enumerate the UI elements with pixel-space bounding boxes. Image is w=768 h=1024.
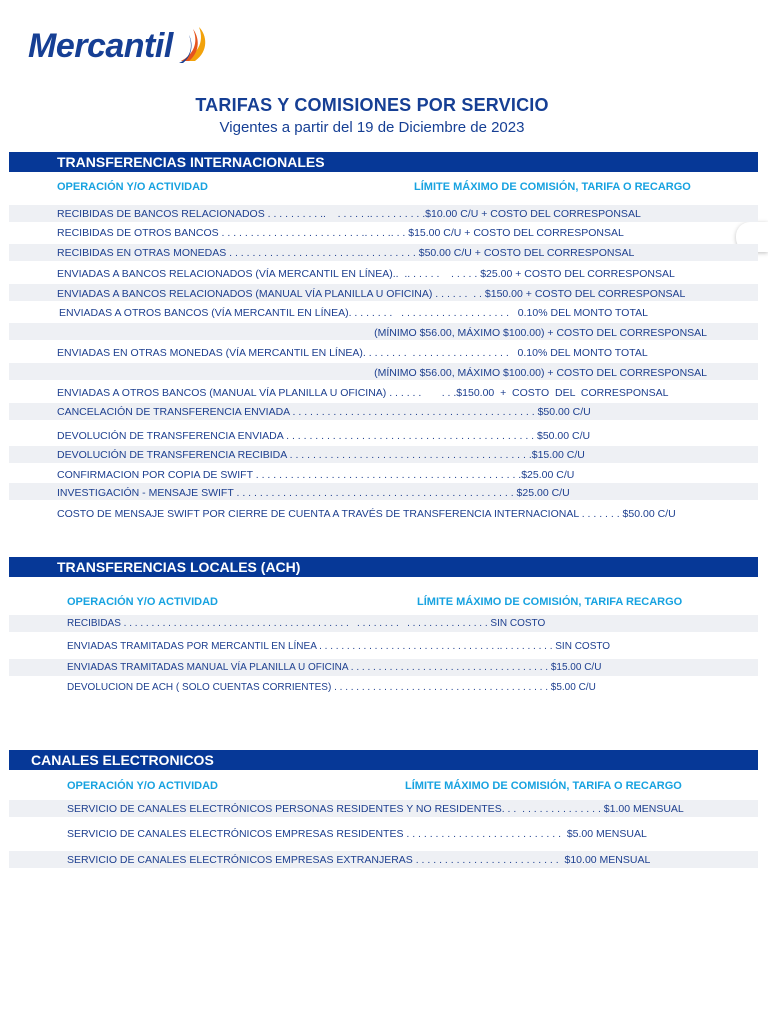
table-row: DEVOLUCIÓN DE TRANSFERENCIA ENVIADA . . . . . . . . . . . . . . . . . . . . . . . . . . . . . . . . . . . . . . . . . . . $50.00 C/U	[57, 430, 591, 442]
page-subtitle: Vigentes a partir del 19 de Diciembre de 2023	[219, 119, 525, 136]
column-header-limite: LÍMITE MÁXIMO DE COMISIÓN, TARIFA O RECARGO	[414, 181, 691, 193]
table-row: ENVIADAS EN OTRAS MONEDAS (VÍA MERCANTIL EN LÍNEA). . . . . . . . . . . . . . . . . . . . . . . . . 0.10% DEL MONTO TOTAL	[57, 347, 648, 359]
table-row: DEVOLUCION DE ACH ( SOLO CUENTAS CORRIENTES) . . . . . . . . . . . . . . . . . . . . . . . . . . . . . . . . . . . . . . . $5.00 C/U	[67, 682, 596, 693]
table-row: SERVICIO DE CANALES ELECTRÓNICOS PERSONAS RESIDENTES Y NO RESIDENTES. . . . . . . . . . . . . . . . . $1.00 MENSUAL	[67, 803, 684, 815]
table-row: DEVOLUCIÓN DE TRANSFERENCIA RECIBIDA . . . . . . . . . . . . . . . . . . . . . . . . . . . . . . . . . . . . . . . . . .$15.00 C/U	[57, 449, 585, 461]
logo-wordmark: Mercantil	[28, 26, 173, 65]
column-header-limite: LÍMITE MÁXIMO DE COMISIÓN, TARIFA RECARGO	[417, 596, 683, 608]
table-row: SERVICIO DE CANALES ELECTRÓNICOS EMPRESAS RESIDENTES . . . . . . . . . . . . . . . . . . . . . . . . . . . $5.00 MENSUAL	[67, 828, 647, 840]
table-row: ENVIADAS TRAMITADAS MANUAL VÍA PLANILLA U OFICINA . . . . . . . . . . . . . . . . . . . . . . . . . . . . . . . . . . . . $15.00 C/U	[67, 662, 602, 673]
table-row: COSTO DE MENSAJE SWIFT POR CIERRE DE CUENTA A TRAVÉS DE TRANSFERENCIA INTERNACIONAL . . . . . . . $50.00 C/U	[57, 508, 676, 520]
column-header-operacion: OPERACIÓN Y/O ACTIVIDAD	[67, 596, 218, 608]
table-row: ENVIADAS A OTROS BANCOS (VÍA MERCANTIL EN LÍNEA). . . . . . . . . . . . . . . . . . . . . . . . . . . 0.10% DEL MONTO TOTAL	[59, 307, 648, 319]
column-header-operacion: OPERACIÓN Y/O ACTIVIDAD	[57, 181, 208, 193]
column-header-limite: LÍMITE MÁXIMO DE COMISIÓN, TARIFA O RECARGO	[405, 780, 682, 792]
table-row: RECIBIDAS EN OTRAS MONEDAS . . . . . . . . . . . . . . . . . . . . . . .. . . . . . . . . . $50.00 C/U + COSTO DEL CORRESPONSAL	[57, 247, 635, 259]
mercantil-logo	[28, 24, 209, 68]
section-header-internacionales: TRANSFERENCIAS INTERNACIONALES	[9, 152, 758, 172]
table-row: CANCELACIÓN DE TRANSFERENCIA ENVIADA . . . . . . . . . . . . . . . . . . . . . . . . . . . . . . . . . . . . . . . . . . $50.00 C/U	[57, 406, 591, 418]
table-row: ENVIADAS TRAMITADAS POR MERCANTIL EN LÍNEA . . . . . . . . . . . . . . . . . . . . . . . . . . . . . . . . .. . . . . . . . . . SIN COSTO	[67, 641, 611, 652]
table-row: RECIBIDAS . . . . . . . . . . . . . . . . . . . . . . . . . . . . . . . . . . . . . . . . . . . . . . . . . . . . . . . . . . . . . . . . SIN COSTO	[67, 618, 546, 629]
section-header-locales: TRANSFERENCIAS LOCALES (ACH)	[9, 557, 758, 577]
table-row: (MÍNIMO $56.00, MÁXIMO $100.00) + COSTO DEL CORRESPONSAL	[374, 327, 707, 339]
swoosh-logo-icon	[175, 21, 209, 65]
table-row: RECIBIDAS DE OTROS BANCOS . . . . . . . . . . . . . . . . . . . . . . . . .. . . . .. . . $15.00 C/U + COSTO DEL CORRESPONSAL	[57, 227, 624, 239]
table-row: ENVIADAS A BANCOS RELACIONADOS (VÍA MERCANTIL EN LÍNEA).. .. . . . . . . . . . . $25.00 + COSTO DEL CORRESPONSAL	[57, 268, 675, 280]
page-title: TARIFAS Y COMISIONES POR SERVICIO	[195, 95, 549, 115]
table-row: ENVIADAS A BANCOS RELACIONADOS (MANUAL VÍA PLANILLA U OFICINA) . . . . . . . . $150.00 + COSTO DEL CORRESPONSAL	[57, 288, 686, 300]
table-row: RECIBIDAS DE BANCOS RELACIONADOS . . . . . . . . . .. . . . . . .. . . . . . . . . .$10.00 C/U + COSTO DEL CORRESPONSAL	[57, 208, 641, 220]
table-row: INVESTIGACIÓN - MENSAJE SWIFT . . . . . . . . . . . . . . . . . . . . . . . . . . . . . . . . . . . . . . . . . . . . . . . . $25.00 C/U	[57, 487, 570, 499]
column-header-operacion: OPERACIÓN Y/O ACTIVIDAD	[67, 780, 218, 792]
table-row: (MÍNIMO $56.00, MÁXIMO $100.00) + COSTO DEL CORRESPONSAL	[374, 367, 707, 379]
table-row: SERVICIO DE CANALES ELECTRÓNICOS EMPRESAS EXTRANJERAS . . . . . . . . . . . . . . . . . . . . . . . . . $10.00 MENSUAL	[67, 854, 651, 866]
table-row: CONFIRMACION POR COPIA DE SWIFT . . . . . . . . . . . . . . . . . . . . . . . . . . . . . . . . . . . . . . . . . . . . . .$25.00 C/U	[57, 469, 575, 481]
section-header-canales: CANALES ELECTRONICOS	[9, 750, 758, 770]
table-row: ENVIADAS A OTROS BANCOS (MANUAL VÍA PLANILLA U OFICINA) . . . . . . . . .$150.00 + COSTO DEL CORRESPONSAL	[57, 387, 669, 399]
